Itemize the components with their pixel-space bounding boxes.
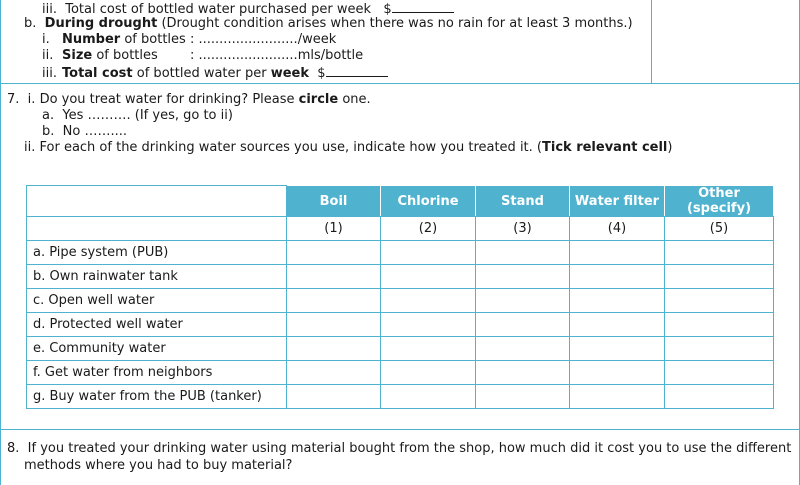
tick-cell[interactable] (665, 385, 774, 409)
tick-cell[interactable] (665, 361, 774, 385)
tick-cell[interactable] (287, 337, 381, 361)
q6-item-b-i-fill[interactable]: : ......................../week (190, 32, 337, 47)
treatment-table (26, 185, 774, 409)
tick-cell[interactable] (570, 289, 665, 313)
row-label: d. Protected well water (27, 313, 287, 337)
row-label: f. Get water from neighbors (27, 361, 287, 385)
column-number: (4) (570, 217, 665, 241)
tick-cell[interactable] (476, 265, 570, 289)
tick-cell[interactable] (570, 385, 665, 409)
column-number: (1) (287, 217, 381, 241)
number-blank-cell (27, 217, 287, 241)
tick-cell[interactable] (287, 289, 381, 313)
tick-cell[interactable] (476, 313, 570, 337)
q7-option-no[interactable]: b. No …….... (42, 124, 127, 139)
table-row (27, 337, 774, 361)
section-divider-q7-q8 (0, 429, 800, 430)
q8-line-2: methods where you had to buy material? (24, 458, 293, 473)
q7-part-ii: ii. For each of the drinking water sources you use, indicate how you treated it. (Tick relevant cell) (24, 140, 673, 155)
q7-part-i: 7. i. Do you treat water for drinking? Please circle one. (7, 92, 371, 107)
header-blank-cell (27, 186, 287, 217)
tick-cell[interactable] (287, 361, 381, 385)
q6-item-b: b. During drought (Drought condition arises when there was no rain for at least 3 months.) (24, 16, 633, 31)
row-label: b. Own rainwater tank (27, 265, 287, 289)
tick-cell[interactable] (665, 313, 774, 337)
column-number: (5) (665, 217, 774, 241)
tick-cell[interactable] (476, 337, 570, 361)
tick-cell[interactable] (665, 241, 774, 265)
column-header-boil: Boil (287, 186, 381, 217)
tick-cell[interactable] (287, 385, 381, 409)
table-header-row (27, 186, 774, 217)
answer-blank[interactable] (326, 64, 388, 77)
tick-cell[interactable] (570, 241, 665, 265)
tick-cell[interactable] (570, 361, 665, 385)
tick-cell[interactable] (381, 313, 476, 337)
row-label: a. Pipe system (PUB) (27, 241, 287, 265)
column-number: (3) (476, 217, 570, 241)
tick-cell[interactable] (287, 241, 381, 265)
q7-option-yes[interactable]: a. Yes ………. (If yes, go to ii) (42, 108, 233, 123)
tick-cell[interactable] (476, 289, 570, 313)
table-row (27, 313, 774, 337)
q6-item-b-ii: ii. Size of bottles (42, 48, 158, 63)
tick-cell[interactable] (570, 265, 665, 289)
row-label: g. Buy water from the PUB (tanker) (27, 385, 287, 409)
tick-cell[interactable] (476, 385, 570, 409)
table-row (27, 289, 774, 313)
column-header-stand: Stand (476, 186, 570, 217)
q6-item-b-iii: iii. Total cost of bottled water per week $ (42, 64, 388, 82)
table-row (27, 265, 774, 289)
tick-cell[interactable] (570, 337, 665, 361)
tick-cell[interactable] (381, 265, 476, 289)
tick-cell[interactable] (381, 385, 476, 409)
row-label: c. Open well water (27, 289, 287, 313)
tick-cell[interactable] (665, 289, 774, 313)
q6-item-iii-top: iii. Total cost of bottled water purchased per week $ (42, 0, 454, 18)
tick-cell[interactable] (381, 289, 476, 313)
column-number: (2) (381, 217, 476, 241)
tick-cell[interactable] (665, 265, 774, 289)
table-row (27, 385, 774, 409)
column-header-water-filter: Water filter (570, 186, 665, 217)
tick-cell[interactable] (381, 361, 476, 385)
tick-cell[interactable] (381, 241, 476, 265)
table-row (27, 361, 774, 385)
tick-cell[interactable] (665, 337, 774, 361)
column-header-other: Other (specify) (665, 186, 774, 217)
column-number-row (27, 217, 774, 241)
q8-line-1: 8. If you treated your drinking water using material bought from the shop, how much did it cost you to use the different (7, 441, 792, 456)
tick-cell[interactable] (381, 337, 476, 361)
column-header-chlorine: Chlorine (381, 186, 476, 217)
q6-item-b-ii-fill[interactable]: : ........................mls/bottle (190, 48, 364, 63)
q6-item-b-i: i. Number of bottles (42, 32, 186, 47)
tick-cell[interactable] (570, 313, 665, 337)
answer-blank[interactable] (392, 0, 454, 13)
tick-cell[interactable] (476, 361, 570, 385)
tick-cell[interactable] (287, 265, 381, 289)
table-row (27, 241, 774, 265)
q6-column-divider (651, 0, 652, 83)
section-divider-q6-q7 (0, 83, 800, 84)
row-label: e. Community water (27, 337, 287, 361)
tick-cell[interactable] (476, 241, 570, 265)
tick-cell[interactable] (287, 313, 381, 337)
